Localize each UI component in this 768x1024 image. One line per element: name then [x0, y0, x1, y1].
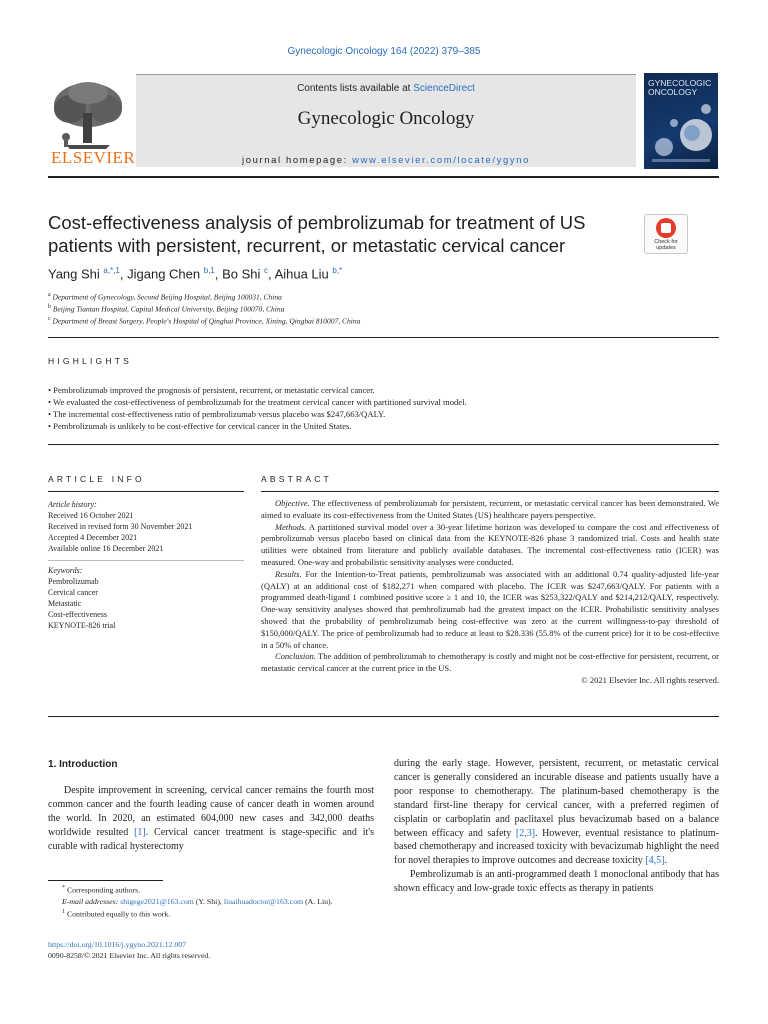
- divider: [48, 716, 719, 717]
- abstract-objective: Objective. The effectiveness of pembrolizumab for persistent, recurrent, or metastatic cervical cancer has been demonstrated. We aimed to evaluate its cost-effectiveness from the United States (US) healthcare payers perspective.: [261, 498, 719, 520]
- section-heading-introduction: 1. Introduction: [48, 759, 118, 770]
- journal-homepage: journal homepage: www.elsevier.com/locate/ygyno: [241, 155, 530, 166]
- footnote-emails: E-mail addresses: shigege2021@163.com (Y. Shi), liuaihuadoctor@163.com (A. Liu).: [62, 896, 333, 906]
- abstract-conclusion: Conclusion. The addition of pembrolizumab to chemotherapy is costly and might not be cost-effective for persistent, recurrent, or metastatic cervical cancer at the current price in the US.: [261, 651, 719, 674]
- paragraph: Despite improvement in screening, cervical cancer remains the fourth most common cancer and the fourth leading cause of cancer death in women around the world. In 2020, an estimated 604,000 new cases and 342,000 deaths worldwide resulted [1]. Cervical cancer treatment is stage-specific and it's curable with radical hysterectomy: [48, 785, 374, 852]
- footnotes: [48, 883, 378, 919]
- keyword: Pembrolizumab: [48, 577, 99, 586]
- list-item: • Pembrolizumab improved the prognosis of persistent, recurrent, or metastatic cervical cancer.: [48, 384, 719, 396]
- abstract-body: [261, 498, 719, 687]
- crossmark-icon: [656, 218, 676, 238]
- author-affiliation-mark[interactable]: b,1: [203, 266, 215, 275]
- footnote-corresponding: * Corresponding authors.: [62, 885, 141, 895]
- keywords: Keywords: Pembrolizumab Cervical cancer Metastatic Cost-effectiveness KEYNOTE-826 trial: [48, 565, 244, 631]
- history-item: Received in revised form 30 November 2021: [48, 522, 193, 531]
- highlights-heading: HIGHLIGHTS: [48, 356, 132, 366]
- author-name[interactable]: Jigang Chen: [127, 266, 201, 282]
- list-item: • Pembrolizumab is unlikely to be cost-effective for cervical cancer in the United States.: [48, 420, 719, 432]
- email-link[interactable]: liuaihuadoctor@163.com: [223, 896, 304, 906]
- paragraph: during the early stage. However, persistent, recurrent, or metastatic cervical cancer is generally considered an incurable disease and patients usually have a poor response to chemotherapy. The platinum-based chemotherapy is the standard first-line therapy for cervical cancer, with a preferred regimen of cisplatin or carboplatin and paclitaxel plus bevacizumab based on a balance between efficacy and safety [2,3]. However, eventual resistance to platinum-based chemotherapy and increased toxicity with bevacizumab highlight the need for novel therapies to improve outcomes and decrease toxicity [4,5].: [394, 758, 719, 867]
- author-affiliation-mark[interactable]: b,*: [332, 266, 343, 275]
- email-link[interactable]: shigege2021@163.com: [120, 896, 194, 906]
- author-affiliation-mark[interactable]: a,*,1: [103, 266, 120, 275]
- citation-link[interactable]: [2,3]: [515, 827, 536, 839]
- author-affiliation-mark[interactable]: c: [264, 266, 269, 275]
- cover-artwork-icon: [644, 73, 718, 169]
- affiliation-a: $^a$ Department of Gynecology, Second Beijing Hospital, Beijing 100031, China: [48, 292, 282, 302]
- divider: [48, 491, 244, 492]
- masthead: [48, 71, 719, 177]
- article-info-heading: ARTICLE INFO: [48, 474, 145, 484]
- masthead-rule: [48, 176, 719, 178]
- intro-left-column: [48, 784, 374, 854]
- cover-title: GYNECOLOGIC ONCOLOGY: [648, 78, 712, 97]
- divider: [261, 491, 719, 492]
- footnote-equal-contribution: $^1$ Contributed equally to this work.: [62, 908, 171, 919]
- citation-link[interactable]: [1]: [134, 826, 146, 838]
- abstract-copyright: © 2021 Elsevier Inc. All rights reserved.: [581, 674, 719, 685]
- journal-title: Gynecologic Oncology: [297, 108, 475, 129]
- author-name[interactable]: Yang Shi: [48, 266, 100, 282]
- abstract-heading: ABSTRACT: [261, 474, 332, 484]
- highlights-list: [48, 384, 719, 432]
- author-name[interactable]: Aihua Liu: [274, 266, 329, 282]
- history-item: Available online 16 December 2021: [48, 544, 164, 553]
- crossmark-label: Check for updates: [654, 239, 678, 251]
- sciencedirect-link[interactable]: ScienceDirect: [413, 83, 475, 94]
- citation-link[interactable]: [4,5]: [645, 855, 665, 867]
- elsevier-wordmark: ELSEVIER: [51, 148, 136, 167]
- journal-reference[interactable]: Gynecologic Oncology 164 (2022) 379–385: [287, 46, 481, 57]
- affiliation-c: $^c$ Department of Breast Surgery, People's Hospital of Qinghai Province, Xining, Qinghai 810007, China: [48, 316, 361, 326]
- journal-banner: [136, 74, 636, 167]
- check-for-updates-button[interactable]: [644, 214, 688, 254]
- doi-link[interactable]: https://doi.org/10.1016/j.ygyno.2021.12.007: [48, 940, 187, 949]
- issn-line: 0090-8258/© 2021 Elsevier Inc. All rights reserved.: [48, 951, 211, 960]
- divider: [48, 444, 719, 445]
- paragraph: Pembrolizumab is an anti-programmed death 1 monoclonal antibody that has shown efficacy and low-grade toxic effects as therapy in patients: [394, 869, 719, 895]
- homepage-link[interactable]: www.elsevier.com/locate/ygyno: [352, 155, 530, 166]
- keyword: Metastatic: [48, 599, 82, 608]
- list-item: • We evaluated the cost-effectiveness of pembrolizumab for the treatment cervical cancer with partitioned survival model.: [48, 396, 719, 408]
- article-history: Article history: Received 16 October 2021 Received in revised form 30 November 2021 Accepted 4 December 2021 Available online 16 December 2021: [48, 499, 244, 554]
- journal-cover-image[interactable]: [644, 73, 718, 169]
- author-list: Yang Shi $^{a,*,1}$, Jigang Chen $^{b,1}$, Bo Shi $^c$, Aihua Liu $^{b,*}$: [48, 266, 343, 282]
- keyword: Cost-effectiveness: [48, 610, 107, 619]
- history-item: Accepted 4 December 2021: [48, 533, 138, 542]
- doi-block: [48, 939, 210, 961]
- contents-line: Contents lists available at ScienceDirect: [297, 83, 475, 94]
- intro-right-column: [394, 757, 719, 896]
- footnote-rule: [48, 880, 163, 881]
- article-title: Cost-effectiveness analysis of pembrolizumab for treatment of US patients with persistent, recurrent, or metastatic cervical cancer: [48, 212, 586, 256]
- history-item: Received 16 October 2021: [48, 511, 134, 520]
- abstract-results: Results. For the Intention-to-Treat patients, pembrolizumab was associated with an additional 0.74 quality-adjusted life-year (QALY) at an additional cost of $182,271 when compared with placebo. The ICER was $247,663/QALY. For patients with a programmed death-ligand 1 combined positive score ≥ 1 and 10, the ICER was $253,322/QALY and $214,212/QALY, respectively. One-way sensitivity analyses showed that pembrolizumab had the greatest impact on the ICER. Probabilistic sensitivity analyses showed that the probability of pembrolizumab being cost-effective was zero at the current willingness-to-pay threshold of $150,000/QALY. The price of pembrolizumab had to reduce at least to $28.336 (55.8% of the current price) for it to be cost-effective in a 50% of chance.: [261, 568, 719, 650]
- list-item: • The incremental cost-effectiveness ratio of pembrolizumab versus placebo was $247,663/QALY.: [48, 408, 719, 420]
- author-name[interactable]: Bo Shi: [222, 266, 261, 282]
- divider: [48, 337, 719, 338]
- affiliation-b: $^b$ Beijing Tiantan Hospital, Capital Medical University, Beijing 100070, China: [48, 304, 285, 314]
- keyword: Cervical cancer: [48, 588, 98, 597]
- divider: [48, 560, 244, 561]
- keyword: KEYNOTE-826 trial: [48, 621, 116, 630]
- abstract-methods: Methods. A partitioned survival model over a 30-year lifetime horizon was developed to compare the cost and effectiveness of pembrolizumab versus placebo based on clinical data from the KEYNOTE-826 phase 3 randomized trial. Costs and health state utilities were obtained from literature and publicly available databases. The incremental cost-effectiveness ratio (ICER) was measured. One-way and probabilistic sensitivity analyses were conducted.: [261, 521, 719, 567]
